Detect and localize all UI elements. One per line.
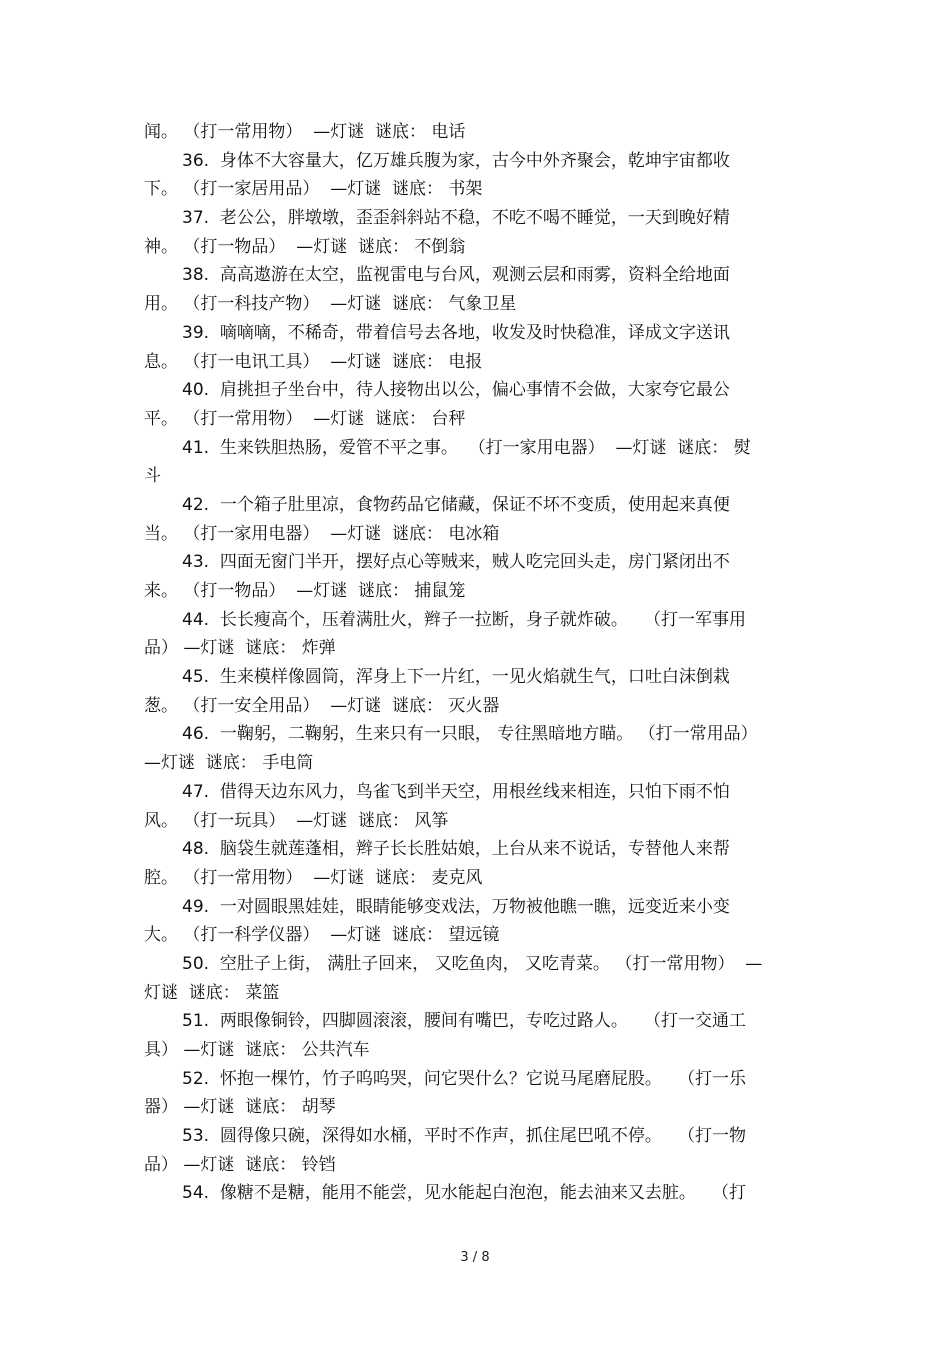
text-line: 40. 肩挑担子坐台中，待人接物出以公，偏心事情不会做，大家夸它最公 — [182, 380, 730, 401]
text-line: 50. 空肚子上街， 满肚子回来， 又吃鱼肉， 又吃青菜。 （打一常用物） — — [182, 953, 763, 974]
text-line: 斗 — [144, 466, 161, 487]
text-line: 下。 （打一家居用品） —灯谜 谜底： 书架 — [144, 179, 483, 200]
text-line: 来。 （打一物品） —灯谜 谜底： 捕鼠笼 — [144, 581, 466, 601]
document-body — [144, 118, 814, 1208]
text-line: 灯谜 谜底： 菜篮 — [144, 982, 280, 1003]
text-line: 45. 生来模样像圆筒，浑身上下一片红，一见火焰就生气，口吐白沫倒栽 — [182, 667, 730, 688]
text-line: 47. 借得天边东风力，鸟雀飞到半天空，用根丝线来相连，只怕下雨不怕 — [182, 781, 730, 802]
text-line: 36. 身体不大容量大，亿万雄兵腹为家，古今中外齐聚会，乾坤宇宙都收 — [182, 150, 730, 171]
text-line: 39. 嘀嘀嘀，不稀奇，带着信号去各地，收发及时快稳准，译成文字送讯 — [182, 322, 730, 343]
text-line: 44. 长长瘦高个，压着满肚火，辫子一拉断，身子就炸破。 （打一军事用 — [182, 609, 747, 630]
text-line: 器） —灯谜 谜底： 胡琴 — [144, 1097, 336, 1118]
text-line: 品） —灯谜 谜底： 炸弹 — [144, 638, 336, 659]
text-line: 大。 （打一科学仪器） —灯谜 谜底： 望远镜 — [144, 925, 500, 946]
page-number: 3 / 8 — [460, 1250, 490, 1265]
text-line: 当。 （打一家用电器） —灯谜 谜底： 电冰箱 — [144, 523, 500, 544]
text-line: 49. 一对圆眼黑娃娃，眼睛能够变戏法，万物被他瞧一瞧，远变近来小变 — [182, 896, 730, 917]
text-line: 52. 怀抱一棵竹，竹子呜呜哭，问它哭什么？它说马尾磨屁股。 （打一乐 — [182, 1068, 747, 1089]
text-line: 品） —灯谜 谜底： 铃铛 — [144, 1154, 336, 1175]
text-line: 具） —灯谜 谜底： 公共汽车 — [144, 1040, 370, 1060]
text-line: 43. 四面无窗门半开，摆好点心等贼来，贼人吃完回头走，房门紧闭出不 — [182, 552, 730, 573]
text-line: 41. 生来铁胆热肠，爱管不平之事。 （打一家用电器） —灯谜 谜底： 熨 — [182, 437, 751, 458]
text-line: 38. 高高遨游在太空，监视雷电与台风，观测云层和雨雾，资料全给地面 — [182, 265, 730, 286]
text-line: 神。 （打一物品） —灯谜 谜底： 不倒翁 — [144, 236, 466, 257]
text-line: 用。 （打一科技产物） —灯谜 谜底： 气象卫星 — [144, 294, 517, 315]
text-line: 53. 圆得像只碗，深得如水桶，平时不作声，抓住尾巴吼不停。 （打一物 — [182, 1126, 747, 1147]
text-line: 37. 老公公，胖墩墩，歪歪斜斜站不稳，不吃不喝不睡觉，一天到晚好精 — [182, 208, 730, 229]
text-line: 51. 两眼像铜铃，四脚圆滚滚，腰间有嘴巴，专吃过路人。 （打一交通工 — [182, 1011, 747, 1032]
text-line: 42. 一个箱子肚里凉，食物药品它储藏，保证不坏不变质，使用起来真便 — [182, 494, 730, 515]
text-line: 平。 （打一常用物） —灯谜 谜底： 台秤 — [144, 408, 466, 429]
text-line: 48. 脑袋生就莲蓬相，辫子长长胜姑娘，上台从来不说话，专替他人来帮 — [182, 839, 730, 860]
text-line: 腔。 （打一常用物） —灯谜 谜底： 麦克风 — [144, 867, 483, 888]
text-line: 葱。 （打一安全用品） —灯谜 谜底： 灭火器 — [144, 695, 500, 716]
text-line: 风。 （打一玩具） —灯谜 谜底： 风筝 — [144, 810, 449, 831]
text-line: 息。 （打一电讯工具） —灯谜 谜底： 电报 — [144, 351, 483, 372]
text-line: 46. 一鞠躬，二鞠躬，生来只有一只眼， 专往黑暗地方瞄。 （打一常用品） — [182, 724, 758, 745]
text-line: 闻。 （打一常用物） —灯谜 谜底： 电话 — [144, 122, 466, 142]
text-line: —灯谜 谜底： 手电筒 — [144, 753, 314, 774]
text-line: 54. 像糖不是糖，能用不能尝，见水能起白泡泡，能去油来又去脏。 （打 — [182, 1183, 747, 1204]
